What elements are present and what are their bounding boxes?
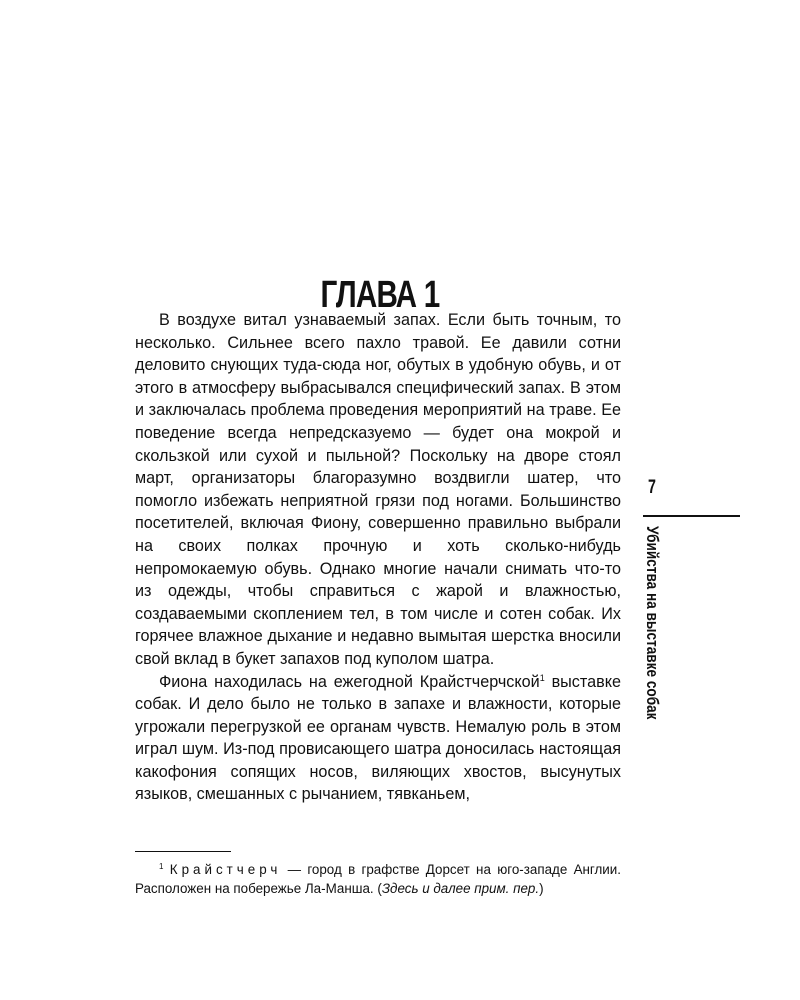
translator-note: Здесь и далее прим. пер. xyxy=(381,881,540,896)
paragraph: В воздухе витал узнаваемый запах. Если быть точным, то несколько. Сильнее всего пахло травой. Ее давили сотни деловито снующих туда-сюда ног, обутых в удобную обувь, и от этого в атмосферу выбрасывался специфический запах. В этом и заключалась проблема проведения мероприятий на траве. Ее поведение всегда непредсказуемо — будет она мокрой и скользкой или сухой и пыльной? Поскольку на дворе стоял март, организаторы благоразумно воздвигли шатер, что помогло избежать неприятной грязи под ногами. Большинство посетителей, включая Фиону, совершенно правильно выбрали на своих полках прочную и хоть сколько-нибудь непромокаемую обувь. Однако многие начали снимать что-то из одежды, чтобы справиться с жарой и влажностью, создаваемыми скоплением тел, в том числе и сотен собак. Их горячее влажное дыхание и недавно вымытая шерстка вносили свой вклад в букет запахов под куполом шатра. xyxy=(135,311,621,668)
paragraph-text: выставке собак. И дело было не только в запахе и влажности, которые угрожали перегрузкой ее органам чувств. Немалую роль в этом играл шум. Из-под провисающего шатра доносилась настоящая какофония сопящих носов, виляющих хвостов, высунутых языков, смешанных с рычанием, тявканьем, xyxy=(135,672,621,804)
page-number: 7 xyxy=(648,477,656,498)
footnote-text xyxy=(135,860,621,898)
footnote-marker: 1 xyxy=(159,862,164,871)
footnote-divider xyxy=(135,851,231,852)
paragraph-text: Фиона находилась на ежегодной Крайстчерчской xyxy=(159,672,540,691)
footnote-term: Крайстчерч xyxy=(169,862,282,877)
footnote-reference: 1 xyxy=(539,672,545,683)
footnote-closing: ) xyxy=(539,881,544,896)
running-head: Убийства на выставке собак xyxy=(643,526,662,720)
chapter-title: ГЛАВА 1 xyxy=(320,274,440,317)
margin-divider xyxy=(643,515,740,517)
footnote-body: — город в графстве Дорсет на юго-западе Англии. Расположен на побережье Ла-Манша. ( xyxy=(135,862,621,896)
paragraph xyxy=(135,671,621,807)
body-text xyxy=(135,309,621,806)
footnote xyxy=(135,860,621,898)
